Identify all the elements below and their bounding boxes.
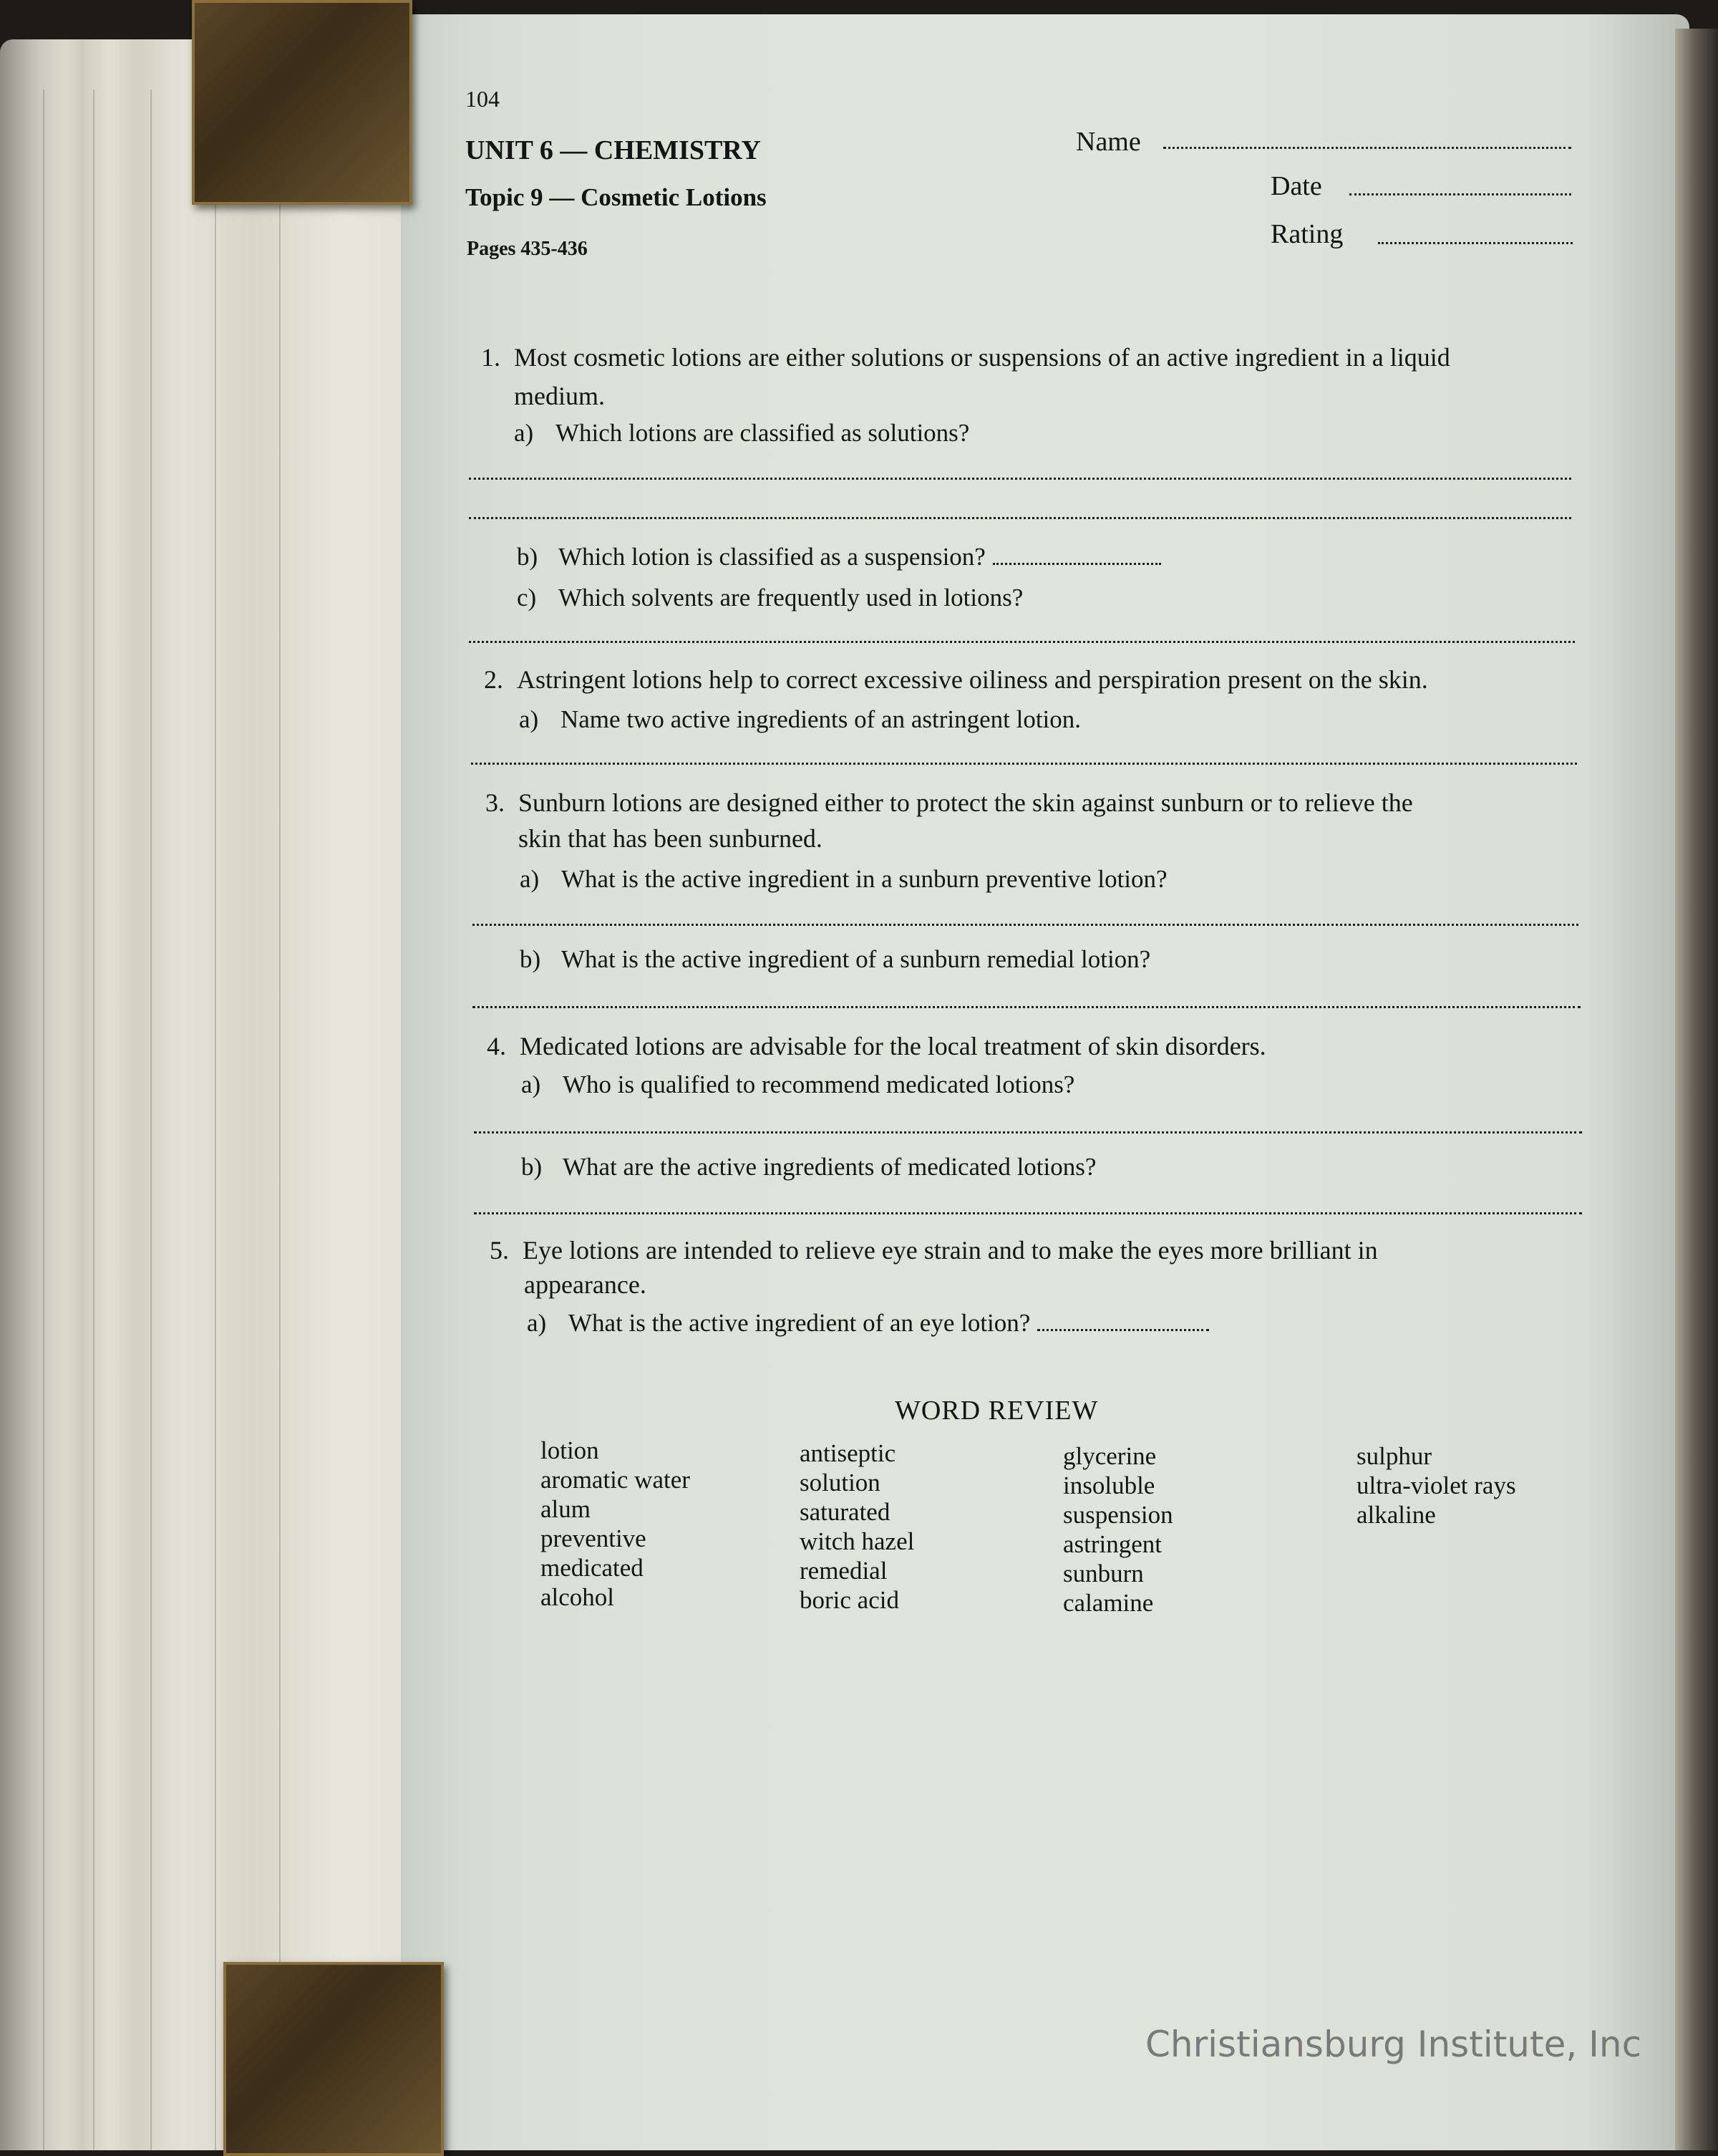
question-5-continued: appearance. xyxy=(524,1270,646,1299)
date-label: Date xyxy=(1271,171,1322,201)
pages-reference: Pages 435-436 xyxy=(467,238,588,260)
question-5 xyxy=(490,1235,1378,1265)
word-item: aromatic water xyxy=(540,1466,690,1494)
sub-letter: a) xyxy=(521,1070,541,1098)
sub-letter: a) xyxy=(519,705,539,733)
word-column-3 xyxy=(1063,1441,1173,1618)
question-number: 4. xyxy=(487,1032,506,1060)
question-4 xyxy=(487,1031,1266,1061)
word-item: alcohol xyxy=(540,1583,615,1611)
name-field[interactable] xyxy=(1163,147,1571,149)
sub-letter: a) xyxy=(514,419,534,447)
word-item: calamine xyxy=(1063,1589,1154,1617)
answer-line-1c[interactable] xyxy=(469,641,1575,643)
sub-text: What is the active ingredient of an eye lotion? xyxy=(568,1309,1031,1337)
question-1b xyxy=(517,543,1161,571)
answer-line-1a-2[interactable] xyxy=(469,517,1571,519)
word-item: alum xyxy=(540,1495,591,1523)
sub-text: Which lotions are classified as solutions? xyxy=(555,419,970,447)
page-number: 104 xyxy=(465,86,500,112)
answer-line-3b[interactable] xyxy=(472,1006,1581,1008)
question-text: Eye lotions are intended to relieve eye strain and to make the eyes more brilliant in xyxy=(523,1236,1378,1265)
question-1c xyxy=(517,584,1023,612)
answer-line-5a[interactable] xyxy=(1037,1329,1209,1331)
word-item: ultra-violet rays xyxy=(1357,1471,1516,1499)
question-text: Medicated lotions are advisable for the local treatment of skin disorders. xyxy=(520,1032,1266,1060)
question-5a xyxy=(527,1309,1209,1338)
word-item: alkaline xyxy=(1357,1501,1436,1529)
word-column-1 xyxy=(540,1436,690,1612)
sub-text: Name two active ingredients of an astringent lotion. xyxy=(560,705,1082,733)
unit-title: UNIT 6 — CHEMISTRY xyxy=(465,135,761,165)
sub-letter: a) xyxy=(527,1309,547,1337)
sub-text: Who is qualified to recommend medicated lotions? xyxy=(563,1070,1075,1098)
question-number: 1. xyxy=(481,343,500,372)
word-item: boric acid xyxy=(800,1586,899,1614)
question-4a xyxy=(521,1070,1074,1099)
question-3-continued: skin that has been sunburned. xyxy=(518,824,822,853)
question-2 xyxy=(484,664,1428,695)
answer-line-3a[interactable] xyxy=(472,924,1578,926)
word-item: witch hazel xyxy=(800,1527,915,1555)
name-label: Name xyxy=(1076,127,1141,157)
date-field[interactable] xyxy=(1349,193,1571,195)
sub-letter: b) xyxy=(521,1153,543,1181)
sub-letter: a) xyxy=(520,865,540,893)
question-3a xyxy=(520,865,1168,894)
answer-line-4b[interactable] xyxy=(474,1212,1582,1214)
word-item: medicated xyxy=(540,1554,644,1582)
watermark-text: Christiansburg Institute, Inc xyxy=(1145,2024,1642,2065)
sub-text: What are the active ingredients of medicated lotions? xyxy=(563,1153,1097,1181)
sub-letter: b) xyxy=(517,543,538,571)
question-number: 5. xyxy=(490,1236,509,1265)
word-item: astringent xyxy=(1063,1530,1163,1558)
word-column-2 xyxy=(800,1439,914,1615)
word-item: sunburn xyxy=(1063,1560,1144,1587)
question-4b xyxy=(521,1153,1096,1181)
rating-label: Rating xyxy=(1271,219,1344,249)
question-1 xyxy=(481,342,1450,372)
question-2a xyxy=(519,705,1081,734)
word-item: lotion xyxy=(540,1436,599,1464)
question-1-continued: medium. xyxy=(514,382,605,410)
word-item: sulphur xyxy=(1357,1442,1432,1470)
topic-title: Topic 9 — Cosmetic Lotions xyxy=(465,183,767,211)
word-item: preventive xyxy=(540,1524,646,1552)
answer-line-1a-1[interactable] xyxy=(469,478,1571,480)
answer-line-4a[interactable] xyxy=(474,1131,1582,1133)
word-item: remedial xyxy=(800,1557,888,1585)
question-text: Astringent lotions help to correct excessive oiliness and perspiration present on the skin. xyxy=(517,665,1428,694)
word-item: solution xyxy=(800,1469,880,1497)
word-review-title: WORD REVIEW xyxy=(895,1396,1099,1426)
answer-line-2a[interactable] xyxy=(471,763,1577,765)
question-3 xyxy=(485,788,1413,818)
word-item: glycerine xyxy=(1063,1442,1157,1470)
sub-letter: b) xyxy=(520,945,541,973)
question-text: Most cosmetic lotions are either solutions or suspensions of an active ingredient in a liquid xyxy=(514,343,1450,372)
answer-line-1b[interactable] xyxy=(993,563,1161,565)
question-number: 2. xyxy=(484,665,503,694)
sub-text: What is the active ingredient in a sunburn preventive lotion? xyxy=(561,865,1168,893)
rating-field[interactable] xyxy=(1378,242,1573,244)
word-item: insoluble xyxy=(1063,1471,1155,1499)
question-1a xyxy=(514,419,969,448)
question-3b xyxy=(520,945,1150,974)
question-number: 3. xyxy=(485,788,505,817)
sub-letter: c) xyxy=(517,584,537,611)
sub-text: What is the active ingredient of a sunburn remedial lotion? xyxy=(561,945,1151,973)
question-text: Sunburn lotions are designed either to protect the skin against sunburn or to relieve the xyxy=(518,788,1413,817)
word-item: suspension xyxy=(1063,1501,1173,1529)
word-column-4 xyxy=(1357,1441,1516,1529)
word-item: antiseptic xyxy=(800,1439,896,1467)
sub-text: Which lotion is classified as a suspension? xyxy=(558,543,986,571)
sub-text: Which solvents are frequently used in lotions? xyxy=(558,584,1024,611)
word-item: saturated xyxy=(800,1498,890,1526)
